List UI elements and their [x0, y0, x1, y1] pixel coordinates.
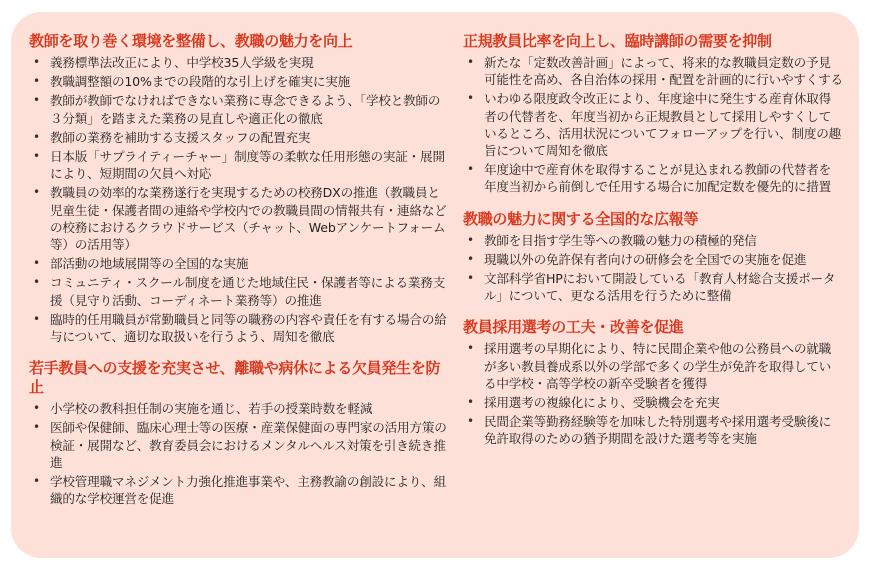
right-column	[463, 32, 843, 548]
bullet-icon: •	[467, 251, 474, 266]
list-item: • 教職員の効率的な業務遂行を実現するための校務DXの推進（教職員と児童生徒・保護者間の連絡や学校内での教職員間の情報共有・連絡などの校務におけるクラウドサービス（チャット、Webアンケートフォーム等）の活用等）	[33, 185, 447, 253]
section-heading: 正規教員比率を向上し、臨時講師の需要を抑制	[463, 32, 772, 50]
bullet-icon: •	[467, 271, 474, 286]
list-item: • 日本版「サプライティーチャー」制度等の柔軟な任用形態の実証・展開により、短期間の欠員へ対応	[33, 149, 445, 182]
policy-summary-panel	[11, 12, 859, 558]
list-item: • 新たな「定数改善計画」によって、将来的な教職員定数の予見可能性を高め、各自治体の採用・配置を計画的に行いやすくする	[467, 55, 843, 88]
left-column	[29, 32, 449, 548]
bullet-icon: •	[33, 401, 40, 416]
section-regular-teacher-ratio	[463, 32, 843, 198]
list-item: • いわゆる限度政令改正により、年度途中に発生する産育休取得者の代替者を、年度当初から正規教員として採用しやすくしているところ、活用状況についてフォローアップを行い、制度の趣旨について周知を徹底	[467, 91, 842, 159]
list-item: • 年度途中で産育休を取得することが見込まれる教師の代替者を年度当初から前倒しで任用する場合に加配定数を優先的に措置	[467, 162, 832, 195]
list-item: • 民間企業等勤務経験等を加味した特別選考や採用選考受験後に免許取得のための猶予期間を設けた選考等を実施	[467, 414, 832, 447]
list-item: • 臨時的任用職員が常勤職員と同等の職務の内容や責任を有する場合の給与について、適切な取扱いを行うよう、周知を徹底	[33, 311, 447, 345]
bullet-list	[463, 232, 843, 305]
list-item: • 学校管理職マネジメント力強化推進事業や、主務教諭の創設により、組織的な学校運営を促進	[33, 474, 446, 507]
bullet-icon: •	[33, 185, 40, 200]
bullet-list	[29, 54, 449, 345]
bullet-icon: •	[33, 311, 40, 326]
bullet-icon: •	[33, 149, 40, 164]
section-heading: 教師を取り巻く環境を整備し、教職の魅力を向上	[29, 32, 353, 50]
bullet-icon: •	[33, 74, 40, 89]
section-young-teacher-support	[29, 359, 449, 509]
list-item: • 採用選考の複線化により、受験機会を充実	[467, 395, 720, 411]
section-recruitment-selection	[463, 318, 843, 449]
list-item: • 現職以外の免許保有者向けの研修会を全国での実施を促進	[467, 251, 807, 267]
bullet-icon: •	[467, 395, 474, 410]
section-heading: 教員採用選考の工夫・改善を促進	[463, 318, 684, 337]
bullet-list	[463, 54, 843, 196]
bullet-icon: •	[33, 474, 40, 489]
list-item: • 部活動の地域展開等の全国的な実施	[33, 256, 249, 272]
list-item: • 義務標準法改正により、中学校35人学級を実現	[33, 55, 314, 70]
list-item: • 教師が教師でなければできない業務に専念できるよう、「学校と教師の３分類」を踏まえた業務の見直しや適正化の徹底	[33, 93, 441, 126]
bullet-icon: •	[467, 232, 474, 247]
bullet-icon: •	[33, 256, 40, 271]
bullet-icon: •	[33, 93, 40, 108]
list-item: • 採用選考の早期化により、特に民間企業や他の公務員への就職が多い教員養成系以外の学部で多くの学生が免許を取得している中学校・高等学校の新卒受験者を獲得	[467, 341, 832, 391]
section-heading: 若手教員への支援を充実させ、離職や病休による欠員発生を防止	[29, 359, 441, 397]
bullet-icon: •	[467, 341, 474, 356]
bullet-icon: •	[33, 129, 40, 144]
bullet-list	[463, 340, 843, 447]
section-heading: 教職の魅力に関する全国的な広報等	[463, 209, 699, 228]
bullet-icon: •	[467, 91, 474, 106]
bullet-icon: •	[33, 55, 40, 69]
bullet-icon: •	[467, 162, 474, 177]
bullet-list	[29, 400, 449, 507]
list-item: • 教師を目指す学生等への教職の魅力の積極的発信	[467, 232, 757, 248]
bullet-icon: •	[33, 275, 40, 290]
section-nationwide-pr	[463, 210, 843, 307]
list-item: • 文部科学省HPにおいて開設している「教育人材総合支援ポータル」について、更なる活用を行うために整備	[467, 271, 836, 304]
list-item: • 教職調整額の10%までの段階的な引上げを確実に実施	[33, 74, 351, 90]
section-work-environment	[29, 32, 449, 347]
bullet-icon: •	[467, 55, 474, 69]
list-item: • 小学校の教科担任制の実施を通じ、若手の授業時数を軽減	[33, 401, 373, 417]
list-item: • 医師や保健師、臨床心理士等の医療・産業保健面の専門家の活用方策の検証・展開など、教育委員会におけるメンタルヘルス対策を引き続き推進	[33, 420, 447, 470]
bullet-icon: •	[33, 420, 40, 435]
bullet-icon: •	[467, 414, 474, 429]
list-item: • コミュニティ・スクール制度を通じた地域住民・保護者等による業務支援（見守り活動、コーディネート業務等）の推進	[33, 275, 446, 308]
list-item: • 教師の業務を補助する支援スタッフの配置充実	[33, 129, 311, 145]
